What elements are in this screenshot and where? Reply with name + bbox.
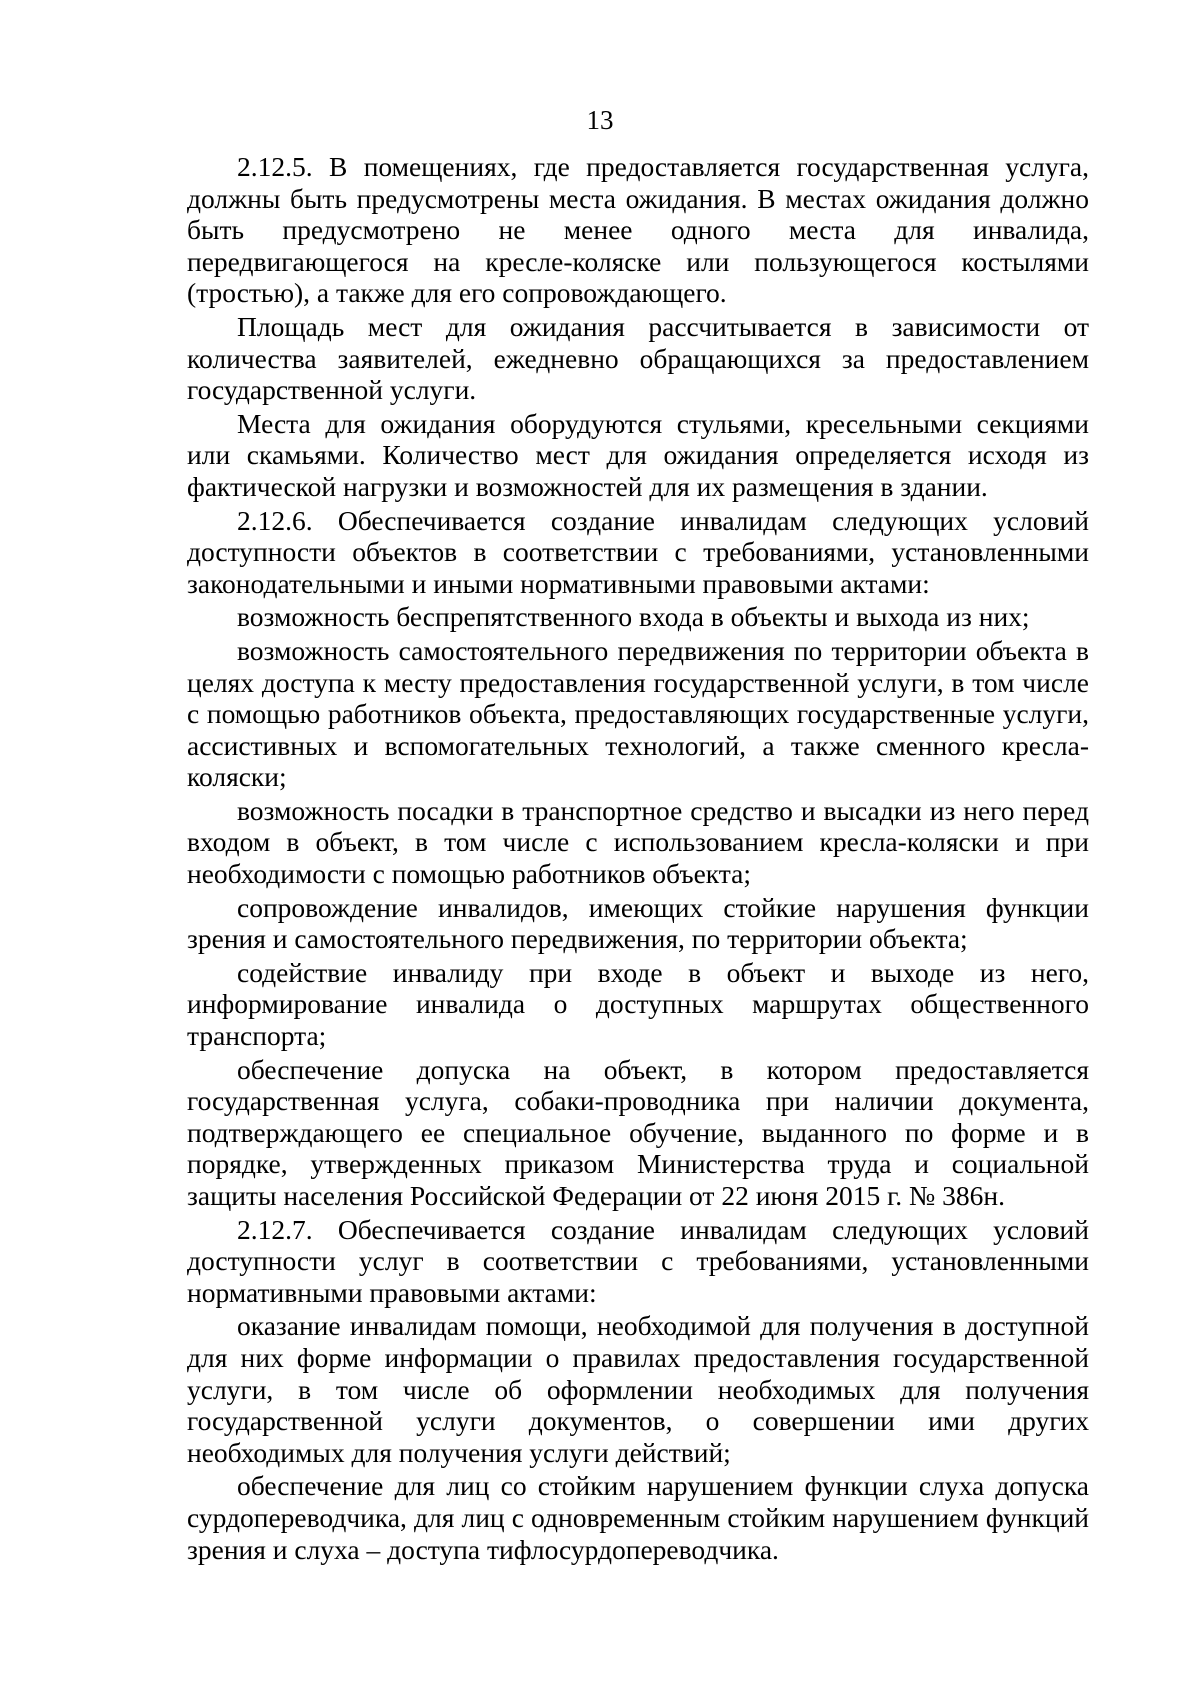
list-item-assistance: содействие инвалиду при входе в объект и выходе из него, информирование инвалида о доступных маршрутах общественного транспорта; [187,956,1089,1052]
document-body [187,151,1089,1567]
list-item-transport-boarding: возможность посадки в транспортное средство и высадки из него перед входом в объект, в том числе с использованием кресла-коляски и при необходимости с помощью работников объекта; [187,794,1089,890]
paragraph-2-12-5: 2.12.5. В помещениях, где предоставляется государственная услуга, должны быть предусмотрены места ожидания. В местах ожидания должно быть предусмотрено не менее одного места для инвалида, передвигающегося на кресле-коляске или пользующегося костылями (тростью), а также для его сопровождающего. [187,151,1089,309]
list-item-sign-language: обеспечение для лиц со стойким нарушением функции слуха допуска сурдопереводчика, для лиц с одновременным стойким нарушением функций зрения и слуха – доступа тифлосурдопереводчика. [187,1470,1089,1565]
list-item-entry-exit: возможность беспрепятственного входа в объекты и выхода из них; [237,601,1030,633]
list-item-movement: возможность самостоятельного передвижения по территории объекта в целях доступа к месту предоставления государственной услуги, в том числе с помощью работников объекта, предоставляющих государственные услуги, ассистивных и вспомогательных технологий, а также сменного кресла-коляски; [187,634,1089,793]
list-item-information-help: оказание инвалидам помощи, необходимой для получения в доступной для них форме информации о правилах предоставления государственной услуги, в том числе об оформлении необходимых для получения государственной услуги документов, о совершении ими других необходимых для получения услуги действий; [187,1310,1089,1468]
paragraph-2-12-6: 2.12.6. Обеспечивается создание инвалидам следующих условий доступности объектов в соответствии с требованиями, установленными законодательными и иными нормативными правовыми актами: [187,504,1089,599]
paragraph-waiting-equipment: Места для ожидания оборудуются стульями, кресельными секциями или скамьями. Количество мест для ожидания определяется исходя из фактической нагрузки и возможностей для их размещения в здании. [187,407,1089,502]
paragraph-waiting-area: Площадь мест для ожидания рассчитывается в зависимости от количества заявителей, ежедневно обращающихся за предоставлением государственной услуги. [187,310,1089,406]
list-item-escort: сопровождение инвалидов, имеющих стойкие нарушения функции зрения и самостоятельного передвижения, по территории объекта; [187,891,1089,955]
list-item-guide-dog: обеспечение допуска на объект, в котором предоставляется государственная услуга, собаки-проводника при наличии документа, подтверждающего ее специальное обучение, выданного по форме и в порядке, утвержденных приказом Министерства труда и социальной защиты населения Российской Федерации от 22 июня 2015 г. № 386н. [187,1053,1089,1211]
paragraph-2-12-7: 2.12.7. Обеспечивается создание инвалидам следующих условий доступности услуг в соответствии с требованиями, установленными нормативными правовыми актами: [187,1213,1089,1308]
page-number: 13 [586,105,614,135]
